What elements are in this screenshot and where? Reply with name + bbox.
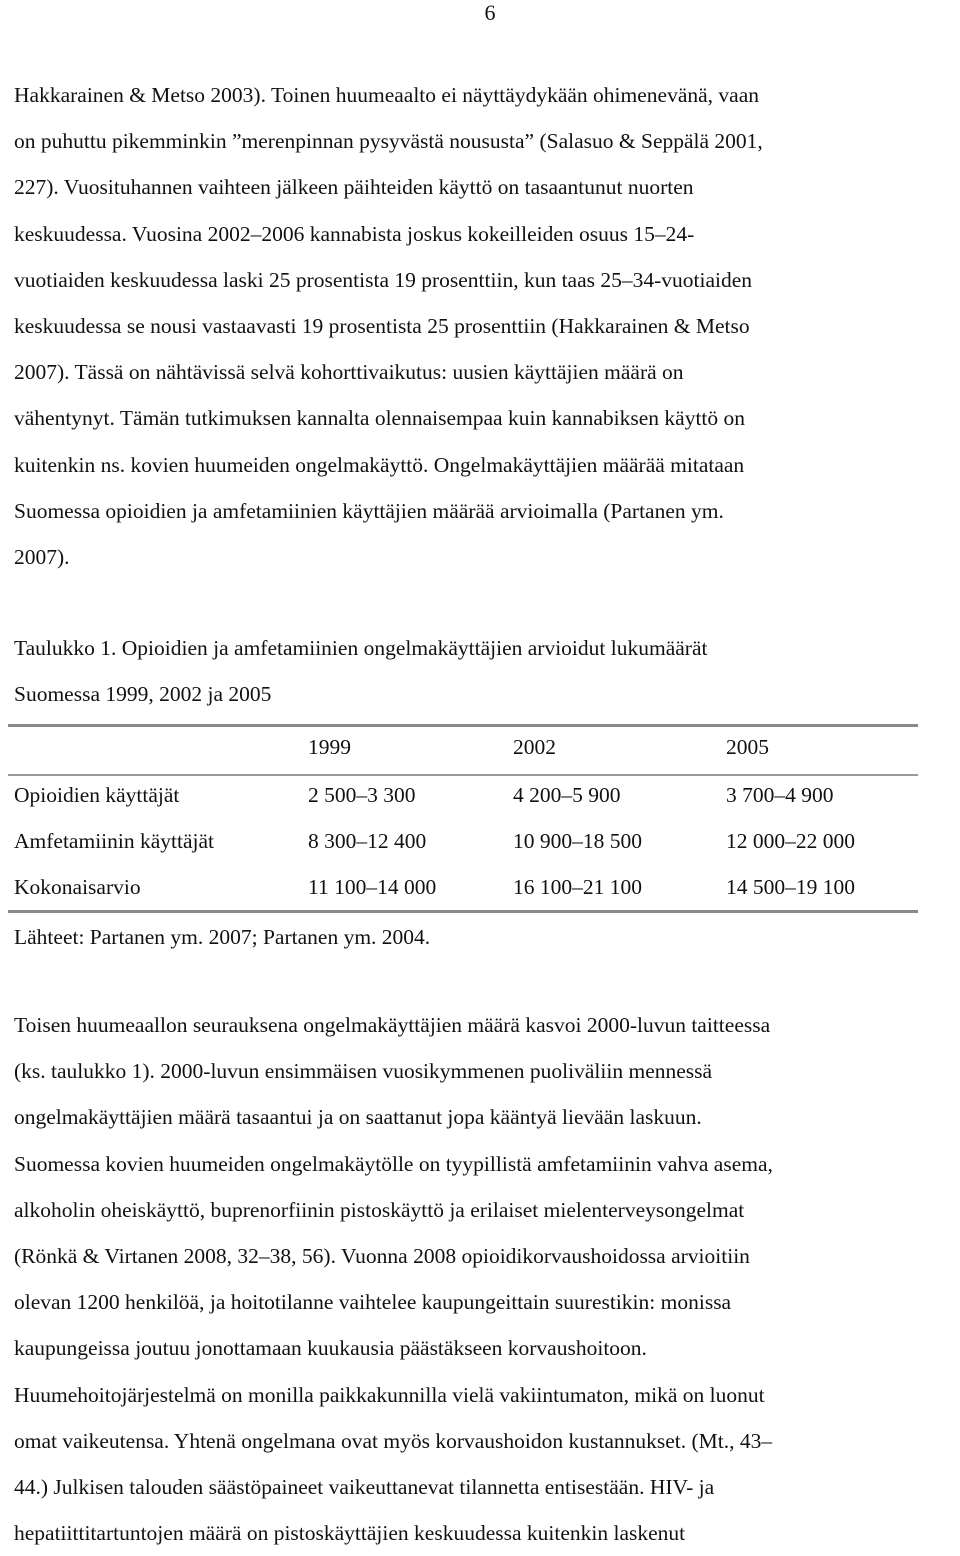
paragraph-line: keskuudessa se nousi vastaavasti 19 prosentista 25 prosenttiin (Hakkarainen & Metso — [14, 314, 750, 339]
table-bottom-rule — [8, 910, 918, 913]
caption-line: Taulukko 1. Opioidien ja amfetamiinien ongelmakäyttäjien arvioidut lukumäärät — [14, 636, 708, 660]
table-cell: 4 200–5 900 — [513, 783, 621, 807]
paragraph-line: 2007). Tässä on nähtävissä selvä kohorttivaikutus: uusien käyttäjien määrä on — [14, 360, 684, 385]
paragraph-line: Suomessa kovien huumeiden ongelmakäytölle on tyypillistä amfetamiinin vahva asema, — [14, 1151, 773, 1176]
paragraph-line: on puhuttu pikemminkin ”merenpinnan pysyvästä noususta” (Salasuo & Seppälä 2001, — [14, 129, 763, 154]
paragraph-line: 2007). — [14, 545, 70, 570]
paragraph-line: vuotiaiden keskuudessa laski 25 prosentista 19 prosenttiin, kun taas 25–34-vuotiaiden — [14, 267, 753, 292]
paragraph-line: omat vaikeutensa. Yhtenä ongelmana ovat myös korvaushoidon kustannukset. (Mt., 43– — [14, 1428, 773, 1453]
page-number: 6 — [484, 0, 496, 25]
paragraph-line: Huumehoitojärjestelmä on monilla paikkakunnilla vielä vakiintumaton, mikä on luonut — [14, 1382, 765, 1407]
paragraph-1 — [14, 72, 954, 580]
table-cell: Kokonaisarvio — [14, 875, 141, 899]
table-cell: 10 900–18 500 — [513, 829, 642, 853]
paragraph-line: (Rönkä & Virtanen 2008, 32–38, 56). Vuonna 2008 opioidikorvaushoidossa arvioitiin — [14, 1244, 750, 1269]
table-cell: Opioidien käyttäjät — [14, 783, 180, 807]
header-cell: 2002 — [513, 735, 556, 759]
paragraph-line: 227). Vuosituhannen vaihteen jälkeen päihteiden käyttö on tasaantunut nuorten — [14, 175, 694, 200]
paragraph-line: kuitenkin ns. kovien huumeiden ongelmakäyttö. Ongelmakäyttäjien määrää mitataan — [14, 452, 745, 477]
table-cell: 11 100–14 000 — [308, 875, 437, 899]
table-cell: 16 100–21 100 — [513, 875, 642, 899]
table-cell: 8 300–12 400 — [308, 829, 427, 853]
paragraph-line: Hakkarainen & Metso 2003). Toinen huumeaalto ei näyttäydykään ohimenevänä, vaan — [14, 83, 759, 107]
paragraph-line: 44.) Julkisen talouden säästöpaineet vaikeuttanevat tilannetta entisestään. HIV- ja — [14, 1475, 715, 1500]
caption-line: Suomessa 1999, 2002 ja 2005 — [14, 682, 272, 707]
paragraph-line: vähentynyt. Tämän tutkimuksen kannalta olennaisempaa kuin kannabiksen käyttö on — [14, 406, 746, 431]
table-cell: 12 000–22 000 — [726, 829, 855, 853]
paragraph-line: alkoholin oheiskäyttö, buprenorfiinin pistoskäyttö ja erilaiset mielenterveysongelmat — [14, 1197, 745, 1222]
table-row — [0, 864, 960, 910]
paragraph-2 — [14, 1002, 954, 1556]
header-cell: 1999 — [308, 735, 351, 759]
paragraph-line: hepatiittitartuntojen määrä on pistoskäyttäjien keskuudessa kuitenkin laskenut — [14, 1521, 686, 1546]
paragraph-line: Suomessa opioidien ja amfetamiinien käyttäjien määrää arvioimalla (Partanen ym. — [14, 498, 724, 523]
table-cell: 2 500–3 300 — [308, 783, 416, 807]
table-row — [0, 772, 960, 818]
paragraph-line: keskuudessa. Vuosina 2002–2006 kannabista joskus kokeilleiden osuus 15–24- — [14, 221, 695, 246]
paragraph-line: olevan 1200 henkilöä, ja hoitotilanne vaihtelee kaupungeittain suurestikin: monissa — [14, 1290, 732, 1315]
table-row — [0, 818, 960, 864]
paragraph-line: kaupungeissa joutuu jonottamaan kuukausia päästäkseen korvaushoitoon. — [14, 1336, 647, 1361]
header-cell: 2005 — [726, 735, 769, 759]
paragraph-line: Toisen huumeaallon seurauksena ongelmakäyttäjien määrä kasvoi 2000-luvun taitteessa — [14, 1013, 771, 1037]
table-cell: Amfetamiinin käyttäjät — [14, 829, 215, 853]
paragraph-line: (ks. taulukko 1). 2000-luvun ensimmäisen vuosikymmenen puoliväliin mennessä — [14, 1059, 713, 1084]
table-header-row — [0, 724, 960, 770]
table-source: Lähteet: Partanen ym. 2007; Partanen ym. 2004. — [14, 925, 431, 949]
table-cell: 14 500–19 100 — [726, 875, 855, 899]
table-cell: 3 700–4 900 — [726, 783, 834, 807]
table-caption — [14, 625, 954, 717]
paragraph-line: ongelmakäyttäjien määrä tasaantui ja on saattanut jopa kääntyä lievään laskuun. — [14, 1105, 702, 1130]
